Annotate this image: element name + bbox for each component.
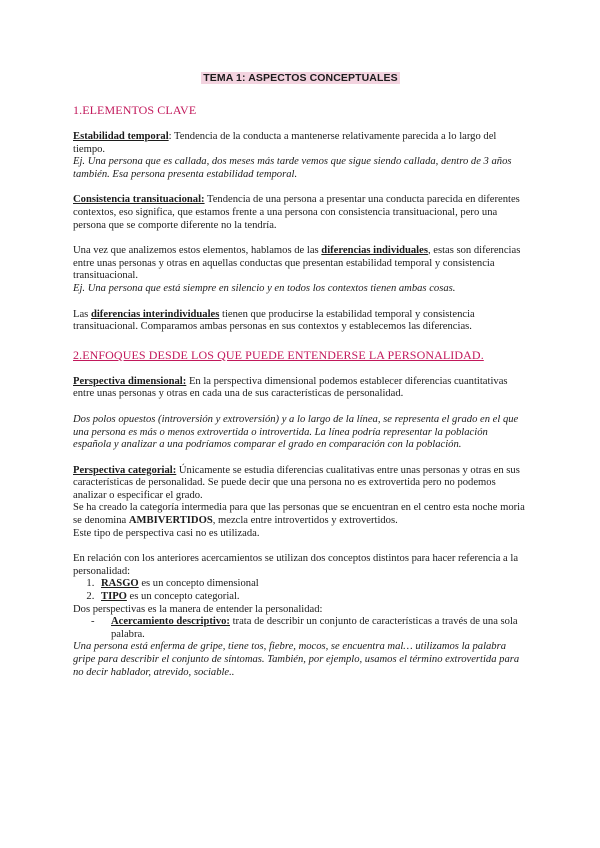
estabilidad-text: : Tendencia de la conducta a mantenerse relativamente parecida a lo largo del tiempo.	[73, 131, 497, 155]
dash-marker: -	[91, 616, 95, 628]
ambivertidos-text-before: Se ha creado la categoría intermedia para que las personas que se encuentran en el centro esta noche moria se denomina	[73, 502, 525, 527]
interindividuales-text-before: Las	[73, 308, 91, 320]
consistencia-text: Tendencia de una persona a presentar una conducta parecida en diferentes contextos, eso significa, que estamos frente a una persona con consistencia transituacional, pero una persona que se comporte diferente no la tendría.	[73, 194, 520, 231]
estabilidad-example: Ej. Una persona que es callada, dos meses más tarde vemos que sigue siendo callada, dentro de 3 años también. Esa persona presenta estabilidad temporal.	[73, 156, 512, 180]
list-item	[97, 578, 528, 591]
interindividuales-text-after: tienen que producirse la estabilidad temporal y consistencia transituacional. Comparamos ambas personas en sus contextos y establecemos las diferencias.	[73, 308, 475, 333]
dimensional-text: En la perspectiva dimensional podemos establecer diferencias cuantitativas entre unas personas y otras en cada una de sus características de personalidad.	[73, 375, 508, 400]
diferencias-text-before: Una vez que analizemos estos elementos, hablamos de las	[73, 245, 322, 257]
document-title	[73, 70, 528, 85]
consistencia-paragraph	[73, 194, 528, 232]
consistencia-term: Consistencia transituacional:	[73, 194, 205, 206]
interindividuales-term: diferencias interindividuales	[90, 308, 220, 320]
rasgo-term: RASGO	[101, 578, 139, 590]
document-title-text: TEMA 1: ASPECTOS CONCEPTUALES	[203, 72, 398, 84]
dimensional-paragraph	[73, 376, 528, 401]
section-1-heading: 1.ELEMENTOS CLAVE	[73, 103, 197, 117]
categorial-term: Perspectiva categorial:	[73, 464, 177, 476]
diferencias-example: Ej. Una persona que está siempre en silencio y en todos los contextos tienen ambas cosas.	[73, 282, 456, 294]
descriptivo-text: trata de describir un conjunto de características a través de una sola palabra.	[111, 616, 518, 640]
diferencias-term: diferencias individuales	[321, 245, 428, 257]
perspectivas-list	[73, 616, 528, 641]
ambivertidos-paragraph	[73, 502, 528, 527]
descriptivo-term: Acercamiento descriptivo:	[111, 616, 230, 628]
tipo-text: es un concepto categorial.	[126, 591, 240, 603]
ambivertidos-text-after: , mezcla entre introvertidos y extrovertidos.	[212, 515, 398, 527]
diferencias-paragraph	[73, 245, 528, 283]
interindividuales-paragraph	[73, 309, 528, 334]
ambivertidos-term: AMBIVERTIDOS	[128, 515, 213, 527]
categorial-paragraph	[73, 465, 528, 503]
document-page	[73, 70, 528, 679]
estabilidad-paragraph	[73, 131, 528, 156]
dimensional-example: Dos polos opuestos (introversión y extroversión) y a lo largo de la línea, se representa el grado en el que una persona es más o menos extrovertida o introvertida. La línea podría representar la población española y analizar a una podríamos comparar el grado en comparación con la población.	[73, 413, 519, 451]
relacion-intro: En relación con los anteriores acercamientos se utilizan dos conceptos distintos para hacer referencia a la personalidad:	[73, 553, 519, 577]
section-2-heading: 2.ENFOQUES DESDE LOS QUE PUEDE ENTENDERSE LA PERSONALIDAD.	[73, 347, 484, 362]
categorial-note: Este tipo de perspectiva casi no es utilizada.	[73, 527, 260, 539]
categorial-text: Únicamente se estudia diferencias cualitativas entre unas personas y otras en sus características de personalidad. Se puede decir que una persona no es extrovertida pero no podemos analizar o especificar el grado.	[73, 464, 520, 501]
rasgo-text: es un concepto dimensional	[138, 578, 259, 590]
concept-list	[73, 578, 528, 603]
estabilidad-term: Estabilidad temporal	[73, 131, 169, 142]
list-item	[97, 591, 528, 604]
dimensional-term: Perspectiva dimensional:	[73, 375, 187, 387]
list-item	[73, 616, 528, 641]
tipo-term: TIPO	[101, 591, 127, 603]
diferencias-text-after: , estas son diferencias entre unas personas y otras en aquellas conductas que presentan estabilidad temporal y consistencia transituacional.	[73, 245, 521, 282]
perspectivas-line: Dos perspectivas es la manera de entender la personalidad:	[73, 603, 323, 615]
descriptivo-example: Una persona está enferma de gripe, tiene tos, fiebre, mocos, se encuentra mal… utilizamos la palabra gripe para describir el conjunto de síntomas. También, por ejemplo, usamos el término extrovertida para no decir hablador, atrevido, sociable..	[73, 641, 520, 678]
